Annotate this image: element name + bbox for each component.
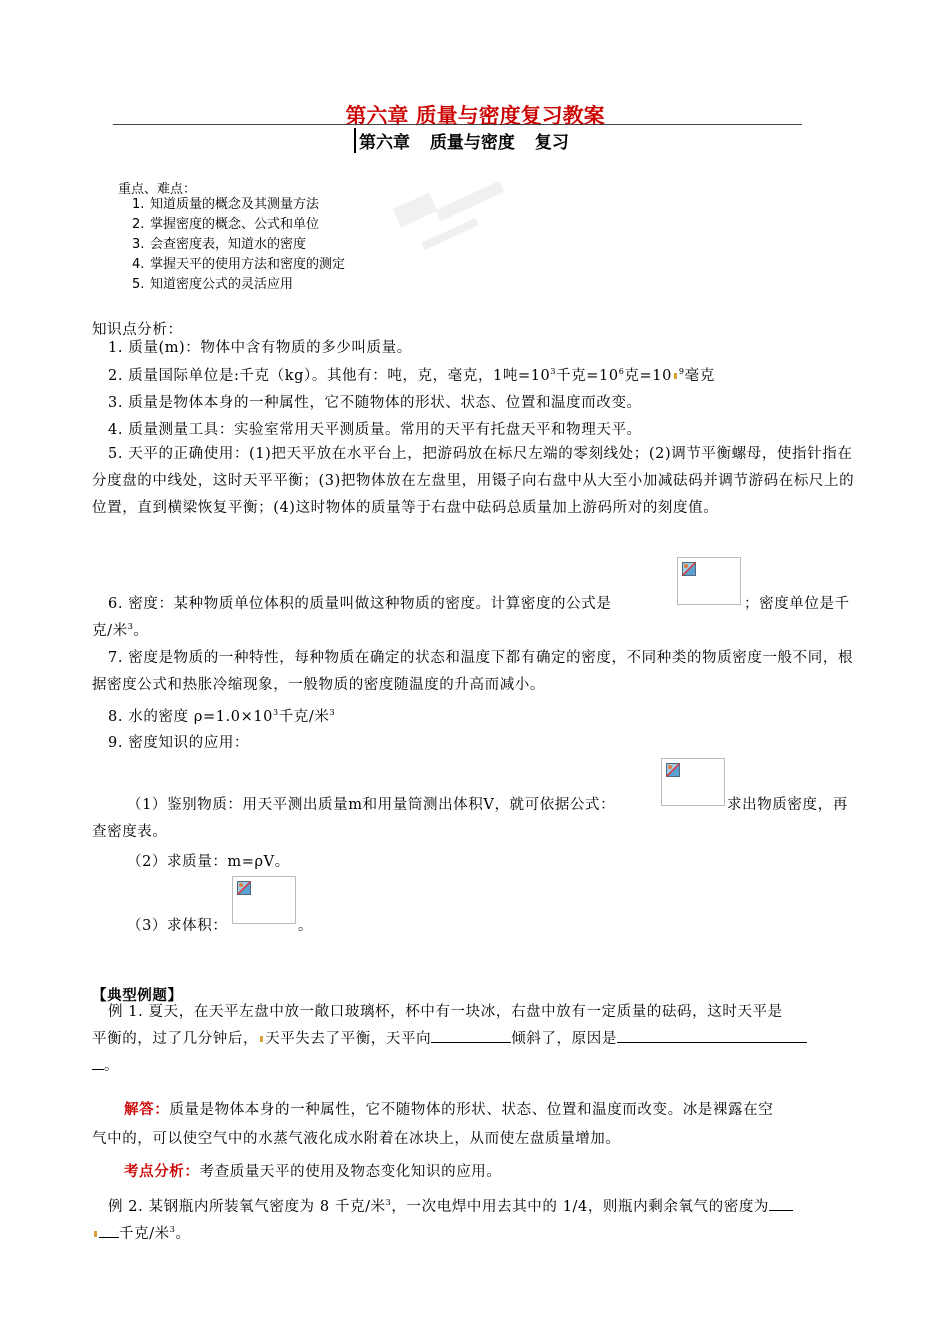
broken-image-icon (682, 562, 696, 576)
analysis-item-6-unit: 克/米$^3$。 (92, 622, 149, 639)
answer-label: 解答： (124, 1101, 170, 1118)
application-1: （1）鉴别物质：用天平测出质量m和用量筒测出体积V，就可依据公式： (127, 797, 616, 813)
key-points-heading: 重点、难点： (118, 182, 197, 197)
example-1: 例 1. 夏天，在天平左盘中放一敞口玻璃杯，杯中有一块冰，右盘中放有一定质量的砝码，这时天平是 (108, 1004, 783, 1020)
analysis-item-7: 7. 密度是物质的一种特性，每种物质在确定的状态和温度下都有确定的密度，不同种类的物质密度一般不同，根据密度公式和热胀冷缩现象，一般物质的密度随温度的升高而减小。 (92, 650, 854, 693)
application-1-cont: 查密度表。 (92, 824, 168, 840)
application-1-tail: 求出物质密度，再 (727, 797, 848, 813)
list-item: 3. 会查密度表，知道水的密度 (132, 237, 307, 252)
answer-paragraph: 解答：质量是物体本身的一种属性，它不随物体的形状、状态、位置和温度而改变。冰是裸露在空 (124, 1101, 774, 1118)
example-1-line3: 。 (92, 1054, 119, 1075)
answer-blank[interactable] (92, 1055, 104, 1070)
list-item: 4. 掌握天平的使用方法和密度的测定 (132, 257, 346, 272)
title-rule (113, 124, 802, 125)
analysis-item-1: 1. 质量(m)：物体中含有物质的多少叫质量。 (108, 340, 412, 356)
answer-blank[interactable] (769, 1196, 793, 1211)
subtitle-review: 复习 (534, 133, 569, 153)
analysis-paragraph: 考点分析：考查质量天平的使用及物态变化知识的应用。 (124, 1163, 502, 1180)
analysis-item-3: 3. 质量是物体本身的一种属性，它不随物体的形状、状态、位置和温度而改变。 (108, 395, 642, 411)
section-subtitle (354, 128, 569, 153)
examples-heading: 【典型例题】 (92, 987, 183, 1004)
analysis-item-2: 2. 质量国际单位是:千克（kg）。其他有：吨，克，毫克，1吨$=10^3$千克$=10^6$克=10 $^9$毫克 (108, 367, 715, 384)
key-points-list (132, 195, 345, 295)
density-formula-image (677, 557, 741, 605)
list-item: 2. 掌握密度的概念、公式和单位 (132, 217, 320, 232)
subtitle-chapter: 第六章 (359, 133, 410, 153)
analysis-item-6-tail: ；密度单位是千 (744, 596, 850, 612)
example-2-line2: 千克/米$^3$。 (92, 1222, 191, 1243)
subtitle-topic: 质量与密度 (429, 133, 515, 153)
example-2: 例 2. 某钢瓶内所装氧气密度为 8 千克/米$^3$，一次电焊中用去其中的 1/4，则瓶内剩余氧气的密度为 (108, 1195, 793, 1216)
watermark-logo (390, 170, 510, 270)
page-title: 第六章 质量与密度复习教案 (345, 104, 605, 128)
list-item: 1. 知道质量的概念及其测量方法 (132, 197, 320, 212)
answer-blank[interactable] (617, 1028, 807, 1043)
broken-image-icon (237, 881, 251, 895)
application-3: （3）求体积： (127, 918, 228, 934)
analysis-heading: 知识点分析： (92, 322, 183, 338)
formula-image-1 (661, 758, 725, 806)
analysis-item-4: 4. 质量测量工具：实验室常用天平测质量。常用的天平有托盘天平和物理天平。 (108, 422, 642, 438)
analysis-item-8: 8. 水的密度 $\rho=1.0\times 10^3$千克/米$^3$ (108, 708, 336, 725)
analysis-item-9: 9. 密度知识的应用： (108, 735, 250, 751)
formula-image-2 (232, 876, 296, 924)
broken-image-icon (666, 763, 680, 777)
example-1-line2: 平衡的，过了几分钟后， 天平失去了平衡，天平向 倾斜了，原因是 (92, 1027, 807, 1048)
answer-blank[interactable] (431, 1028, 511, 1043)
analysis-item-6: 6. 密度：某种物质单位体积的质量叫做这种物质的密度。计算密度的公式是 (108, 596, 612, 612)
analysis-item-5: 5. 天平的正确使用：(1)把天平放在水平台上，把游码放在标尺左端的零刻线处；(2)调节平衡螺母，使指针指在分度盘的中线处，这时天平平衡；(3)把物体放在左盘里，用镊子向右盘中从大至小加减砝码并调节游码在标尺上的位置，直到横梁恢复平衡；(4)这时物体的质量等于右盘中砝码总质量加上游码所对的刻度值。 (92, 446, 855, 516)
list-item: 5. 知道密度公式的灵活应用 (132, 277, 294, 292)
application-3-tail: 。 (298, 918, 314, 934)
answer-blank[interactable] (99, 1223, 119, 1238)
answer-paragraph-cont: 气中的，可以使空气中的水蒸气液化成水附着在冰块上，从而使左盘质量增加。 (92, 1131, 621, 1147)
analysis-label: 考点分析： (124, 1163, 200, 1180)
application-2: （2）求质量：m=ρV。 (127, 854, 290, 870)
